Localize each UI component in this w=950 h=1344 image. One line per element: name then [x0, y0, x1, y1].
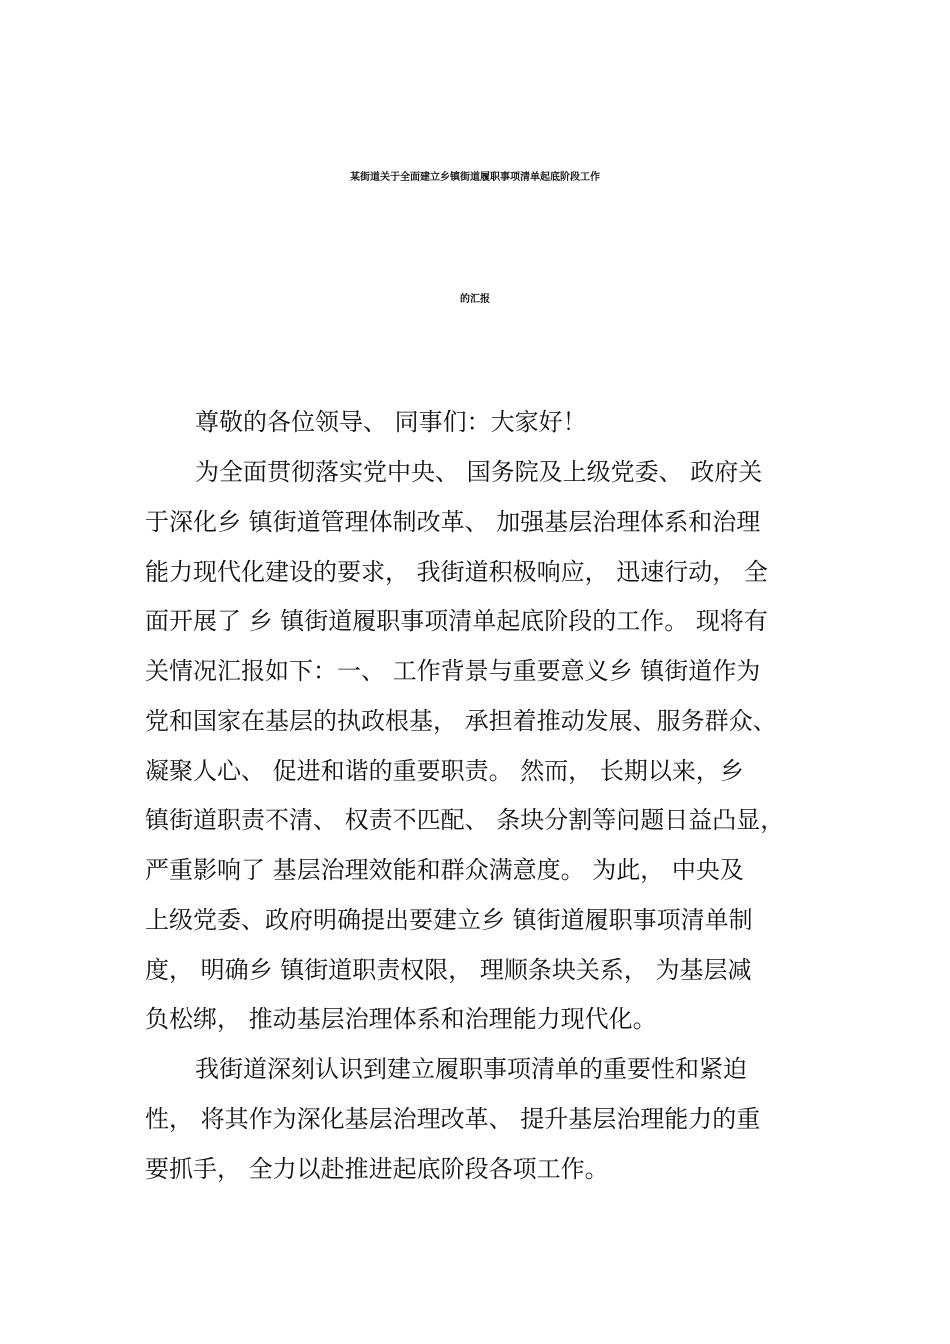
greeting-line: 尊敬的各位领导、 同事们：大家好！ — [195, 408, 587, 436]
body-line: 上级党委、政府明确提出要建立乡 镇街道履职事项清单制 — [145, 906, 753, 934]
body-line: 凝聚人心、 促进和谐的重要职责。 然而， 长期以来，乡 — [145, 757, 744, 785]
body-line: 于深化乡 镇街道管理体制改革、 加强基层治理体系和治理 — [145, 508, 761, 536]
document-title-line-1: 某街道关于全面建立乡镇街道履职事项清单起底阶段工作 — [350, 172, 600, 183]
body-line: 关情况汇报如下：一、 工作背景与重要意义乡 镇街道作为 — [145, 657, 761, 685]
body-line: 我街道深刻认识到建立履职事项清单的重要性和紧迫 — [195, 1055, 747, 1083]
body-line: 度， 明确乡 镇街道职责权限， 理顺条块关系， 为基层减 — [145, 956, 752, 984]
body-line: 负松绑， 推动基层治理体系和治理能力现代化。 — [145, 1005, 657, 1033]
body-line: 为全面贯彻落实党中央、 国务院及上级党委、 政府关 — [195, 458, 763, 486]
body-line: 能力现代化建设的要求， 我街道积极响应， 迅速行动， 全 — [145, 558, 768, 586]
body-line: 党和国家在基层的执政根基， 承担着推动发展、服务群众、 — [145, 707, 777, 735]
body-line: 性， 将其作为深化基层治理改革、 提升基层治理能力的重 — [145, 1105, 761, 1133]
body-line: 镇街道职责不清、 权责不匹配、 条块分割等问题日益凸显， — [145, 806, 785, 834]
body-line: 面开展了 乡 镇街道履职事项清单起底阶段的工作。 现将有 — [145, 607, 768, 635]
body-line: 要抓手， 全力以赴推进起底阶段各项工作。 — [145, 1155, 609, 1183]
document-title-line-2: 的汇报 — [460, 294, 490, 305]
body-line: 严重影响了 基层治理效能和群众满意度。 为此， 中央及 — [145, 856, 744, 884]
